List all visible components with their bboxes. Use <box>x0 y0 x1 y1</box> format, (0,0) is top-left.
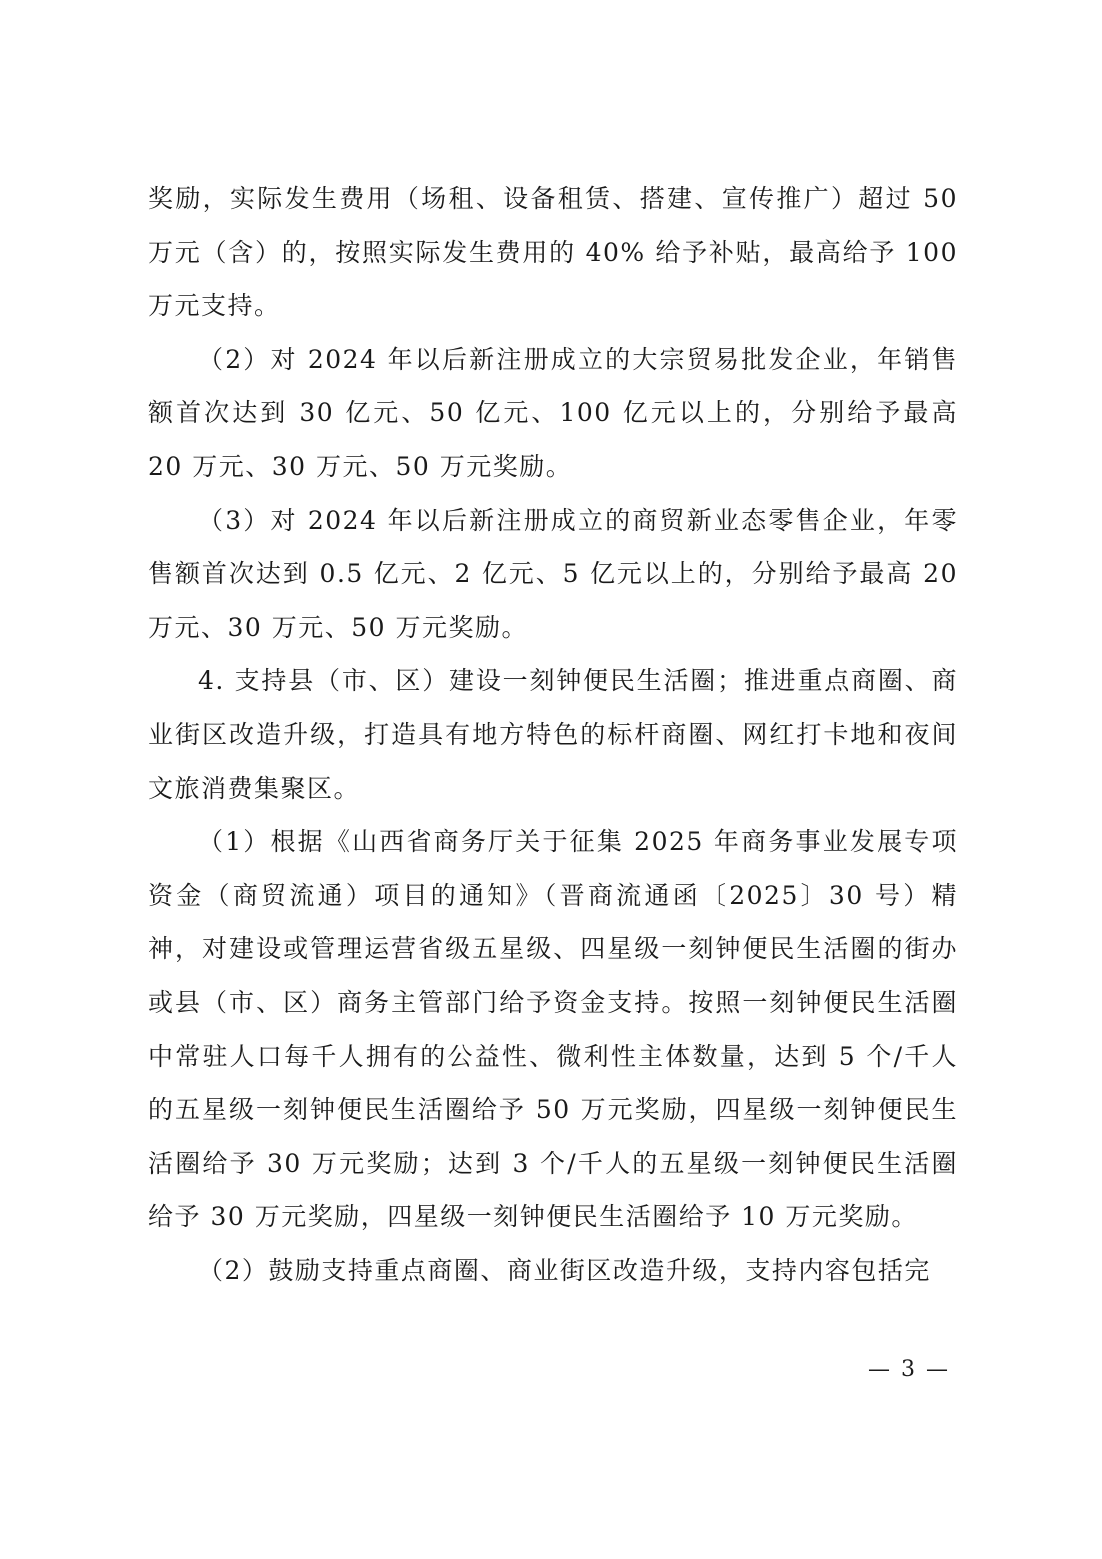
body-text <box>148 172 958 1297</box>
paragraph-4: 4. 支持县（市、区）建设一刻钟便民生活圈；推进重点商圈、商业街区改造升级，打造具有地方特色的标杆商圈、网红打卡地和夜间文旅消费集聚区。 <box>148 666 958 803</box>
paragraph-3: （3）对 2024 年以后新注册成立的商贸新业态零售企业，年零售额首次达到 0.5 亿元、2 亿元、5 亿元以上的，分别给予最高 20 万元、30 万元、50 万元奖励。 <box>148 505 958 642</box>
paragraph-6: （2）鼓励支持重点商圈、商业街区改造升级，支持内容包括完 <box>198 1255 931 1285</box>
paragraph-2: （2）对 2024 年以后新注册成立的大宗贸易批发企业，年销售额首次达到 30 亿元、50 亿元、100 亿元以上的，分别给予最高 20 万元、30 万元、50 万元奖励。 <box>148 344 958 481</box>
page-number: — 3 — <box>868 1357 950 1382</box>
paragraph-1: 奖励，实际发生费用（场租、设备租赁、搭建、宣传推广）超过 50 万元（含）的，按照实际发生费用的 40% 给予补贴，最高给予 100 万元支持。 <box>148 184 958 321</box>
paragraph-5: （1）根据《山西省商务厅关于征集 2025 年商务事业发展专项资金（商贸流通）项目的通知》（晋商流通函〔2025〕30 号）精神，对建设或管理运营省级五星级、四星级一刻钟便民生活圈的街办或县（市、区）商务主管部门给予资金支持。按照一刻钟便民生活圈中常驻人口每千人拥有的公益性、微利性主体数量，达到 5 个/千人的五星级一刻钟便民生活圈给予 50 万元奖励，四星级一刻钟便民生活圈给予 30 万元奖励；达到 3 个/千人的五星级一刻钟便民生活圈给予 30 万元奖励，四星级一刻钟便民生活圈给予 10 万元奖励。 <box>148 827 958 1232</box>
